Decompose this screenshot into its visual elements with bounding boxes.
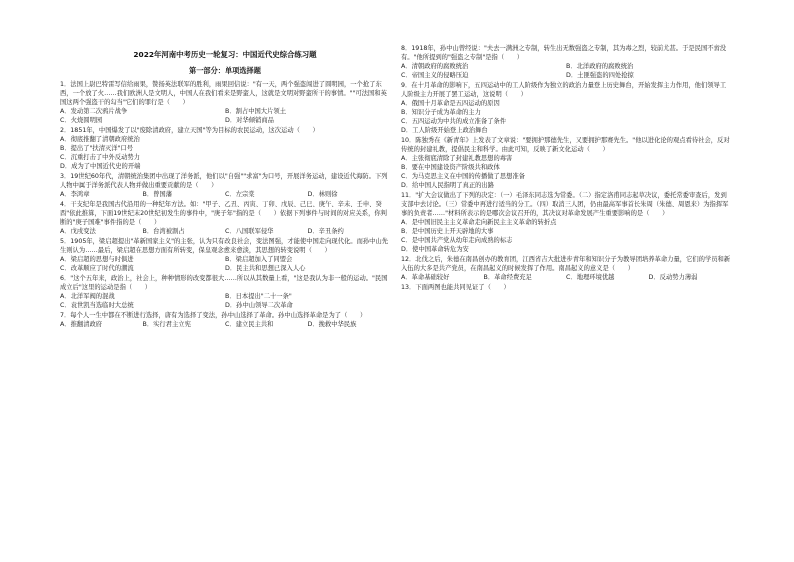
answer-option[interactable]: B．曾国藩 xyxy=(142,191,173,198)
question-stem: 1．法国上尉巴特雷写信给雨果，赞扬英法联军的胜利，雨果回信说："有一天，两个强盗闯进了圆明园，一个抢了东西，一个放了火……我们欧洲人是文明人，中国人在我们看来是野蛮人，这就是文明对野蛮所干的事情。""可法国和英国这两个强盗干的勾当"它们的罪行是（ ） xyxy=(60,81,387,106)
answer-options xyxy=(401,99,731,135)
question-item xyxy=(60,274,390,310)
answer-option[interactable]: C．沉重打击了中外反动势力 xyxy=(60,154,140,161)
answer-option[interactable]: D．给中国人民指明了真正的出路 xyxy=(401,182,495,189)
answer-option[interactable]: A．俄国十月革命是五四运动的原因 xyxy=(401,100,500,107)
answer-options xyxy=(60,292,390,310)
question-stem: 7．每个人一生中都在不断进行选择，唐有为选择了变法，孙中山选择了革命。孙中山选择革命是为了（ ） xyxy=(60,312,367,319)
answer-options xyxy=(60,320,390,329)
question-stem: 3．19世纪60年代，清朝统治集团中出现了洋务派，他们以"自强""求富"为口号，开展洋务运动，建设近代海防。下列人物中属于洋务派代表人物并做出重要贡献的是（ ） xyxy=(60,173,388,189)
answer-option[interactable]: A．发动第二次鸦片战争 xyxy=(60,108,128,115)
answer-option[interactable]: C．是中国共产党从幼年走向成熟的标志 xyxy=(401,237,513,244)
answer-option[interactable]: D．林则徐 xyxy=(307,191,338,198)
answer-options xyxy=(401,218,731,254)
right-column xyxy=(401,44,731,293)
answer-options xyxy=(60,135,390,171)
answer-option[interactable]: C．八国联军侵华 xyxy=(225,228,274,235)
question-stem: 9．在十月革命的影响下，五四运动中的工人阶级作为独立的政治力量登上历史舞台，开始发挥主力作用，他们领导工人阶级主力开展了罢工运动，这说明（ ） xyxy=(401,82,727,98)
answer-option[interactable]: C．地理环境优越 xyxy=(566,274,615,281)
answer-option[interactable]: D．挽救中华民族 xyxy=(307,321,357,328)
answer-option[interactable]: B．要在中国建设资产阶级共和政体 xyxy=(401,164,500,171)
answer-options xyxy=(401,154,731,190)
answer-options xyxy=(401,62,731,80)
answer-options xyxy=(401,273,731,282)
answer-option[interactable]: A．主张彻底清除了封建礼教思想的毒害 xyxy=(401,155,513,162)
answer-option[interactable]: A．清朝政府的腐败统治 xyxy=(401,63,469,70)
question-item xyxy=(60,237,390,273)
question-stem: 4．干支纪年是我国古代沿用的一种纪年方法。如："甲子、乙丑、丙寅、丁卯、戊辰、己巳、庚午、辛未、壬申、癸酉"依此推算，下面19世纪末20世纪初发生的事件中，"庚子年"指的是（ ）依据下列事件与时间的对应关系，你判断的"庚子国难"事件指的是（ ） xyxy=(60,201,387,226)
question-item xyxy=(401,44,731,80)
answer-option[interactable]: A．戊戌变法 xyxy=(60,228,96,235)
answer-option[interactable]: D．工人阶级开始登上政治舞台 xyxy=(401,127,488,134)
answer-option[interactable]: C．火烧圆明园 xyxy=(60,117,103,124)
answer-option[interactable]: B．提出了"扶清灭洋"口号 xyxy=(60,145,134,152)
question-stem: 11．"扩大会议做出了下列的决定：（一）毛泽东同志选为常委。（二）指定洛甫同志起草决议，委托常委审查后，发到支部中去讨论。（三）常委中再进行适当的分工。（四）取消三人团，仍由最高军事首长朱周（朱德、周恩来）为指挥军事的负责者……"材料所表示的是哪次会议召开的，其决议对革命发展产生重要影响的是（ ） xyxy=(401,192,729,217)
answer-option[interactable]: C．五四运动为中共的成立准备了条件 xyxy=(401,118,507,125)
answer-option[interactable]: A．梁启超的思想与时俱进 xyxy=(60,256,134,263)
answer-option[interactable]: B．日本提出"二十一条" xyxy=(225,293,292,300)
answer-option[interactable]: C．为马克思主义在中国的传播做了思想准备 xyxy=(401,173,526,180)
question-stem: 2．1851年，中国爆发了以"废除清政府，建立天国"等为目标的农民运动，这次运动（ ） xyxy=(60,127,319,134)
answer-option[interactable]: D．土匪强盗的四处抢掠 xyxy=(566,72,634,79)
question-stem: 6．"这个五年来，政治上，社会上，种种情形的改变都很大……所以从其数量上看，"这是我认为非一般的运动。"民国成立后"这里的运动是指（ ） xyxy=(60,275,388,291)
answer-option[interactable]: A．推翻清政府 xyxy=(60,321,103,328)
answer-options xyxy=(60,255,390,273)
question-item xyxy=(60,126,390,171)
question-item xyxy=(401,81,731,135)
answer-option[interactable]: B．实行君主立宪 xyxy=(142,321,191,328)
answer-option[interactable]: B．是中国历史上开天辟地的大事 xyxy=(401,228,494,235)
question-item xyxy=(401,136,731,190)
section-heading: 第一部分：单项选择题 xyxy=(189,66,261,75)
answer-options xyxy=(60,107,390,125)
answer-option[interactable]: C．袁世凯当选临时大总统 xyxy=(60,302,134,309)
answer-options xyxy=(60,190,390,199)
answer-option[interactable]: A．北洋军阀的混战 xyxy=(60,293,115,300)
answer-option[interactable]: B．北洋政府的腐败统治 xyxy=(566,63,634,70)
answer-options xyxy=(60,227,390,236)
answer-option[interactable]: A．革命基础较好 xyxy=(401,274,450,281)
answer-option[interactable]: D．孙中山领导二次革命 xyxy=(225,302,293,309)
answer-option[interactable]: A．李鸿章 xyxy=(60,191,90,198)
answer-option[interactable]: D．对华倾销商品 xyxy=(225,117,274,124)
left-column xyxy=(60,80,390,330)
answer-option[interactable]: D．民主共和思想已深入人心 xyxy=(225,265,306,272)
document-title: 2022年河南中考历史一轮复习：中国近代史综合练习题 xyxy=(133,50,317,59)
answer-option[interactable]: D．辛丑条约 xyxy=(307,228,344,235)
question-item xyxy=(60,311,390,329)
question-stem: 12．北伐之后，朱德在南昌创办的教育团，江西省吉大批进步青年和知识分子为教导团培养革命力量，它们的学员和新入伍的大多是共产党员，在南昌起义的时候发挥了作用。南昌起义的意义是（ ） xyxy=(401,256,731,272)
answer-option[interactable]: A．是中国旧民主主义革命走向新民主主义革命的转折点 xyxy=(401,219,557,226)
answer-option[interactable]: C．帝国主义的侵略压迫 xyxy=(401,72,469,79)
answer-option[interactable]: C．改革顺应了时代的潮流 xyxy=(60,265,134,272)
answer-option[interactable]: B．知识分子成为革命的主力 xyxy=(401,109,481,116)
question-stem: 5．1905年，梁启超提出"革新国家主义"的主张，认为只有改良社会，变法图强，才能使中国走向现代化。而孙中山先生则认为……最后，梁启超在思想方面有所转变，保皇观念愈来愈淡，其思想的转变说明（ ） xyxy=(60,238,389,254)
question-item xyxy=(401,283,731,292)
question-item xyxy=(60,200,390,236)
answer-option[interactable]: D．反动势力薄弱 xyxy=(648,274,698,281)
answer-option[interactable]: B．割占中国大片领土 xyxy=(225,108,286,115)
question-item xyxy=(401,255,731,282)
answer-option[interactable]: C．左宗棠 xyxy=(225,191,255,198)
answer-option[interactable]: C．建立民主共和 xyxy=(225,321,274,328)
question-stem: 8．1918年，孙中山曾经说："夫去一满洲之专制，转生出无数强盗之专制，其为毒之烈，较前尤甚。于是民国不啻没有。"他所提到的"强盗之专制"是指（ ） xyxy=(401,45,727,61)
answer-option[interactable]: B．台湾被割占 xyxy=(142,228,185,235)
question-stem: 13．下面两图也能共同见证了（ ） xyxy=(401,284,510,291)
question-item xyxy=(60,172,390,199)
answer-option[interactable]: B．革命经费充足 xyxy=(483,274,532,281)
question-item xyxy=(60,80,390,125)
question-stem: 10．陈独秀在《新青年》上发表了文章说："要拥护那德先生，又要拥护那赛先生。"他以进化论的观点看待社会，反对传统的封建礼教，提倡民主和科学。由此可知，反映了新文化运动（ ） xyxy=(401,137,730,153)
answer-option[interactable]: B．梁启超加入了同盟会 xyxy=(225,256,293,263)
answer-option[interactable]: D．成为了中国近代史的开端 xyxy=(60,163,141,170)
question-item xyxy=(401,191,731,254)
answer-option[interactable]: A．彻底推翻了清朝政府统治 xyxy=(60,136,140,143)
answer-option[interactable]: D．使中国革命转危为安 xyxy=(401,246,469,253)
